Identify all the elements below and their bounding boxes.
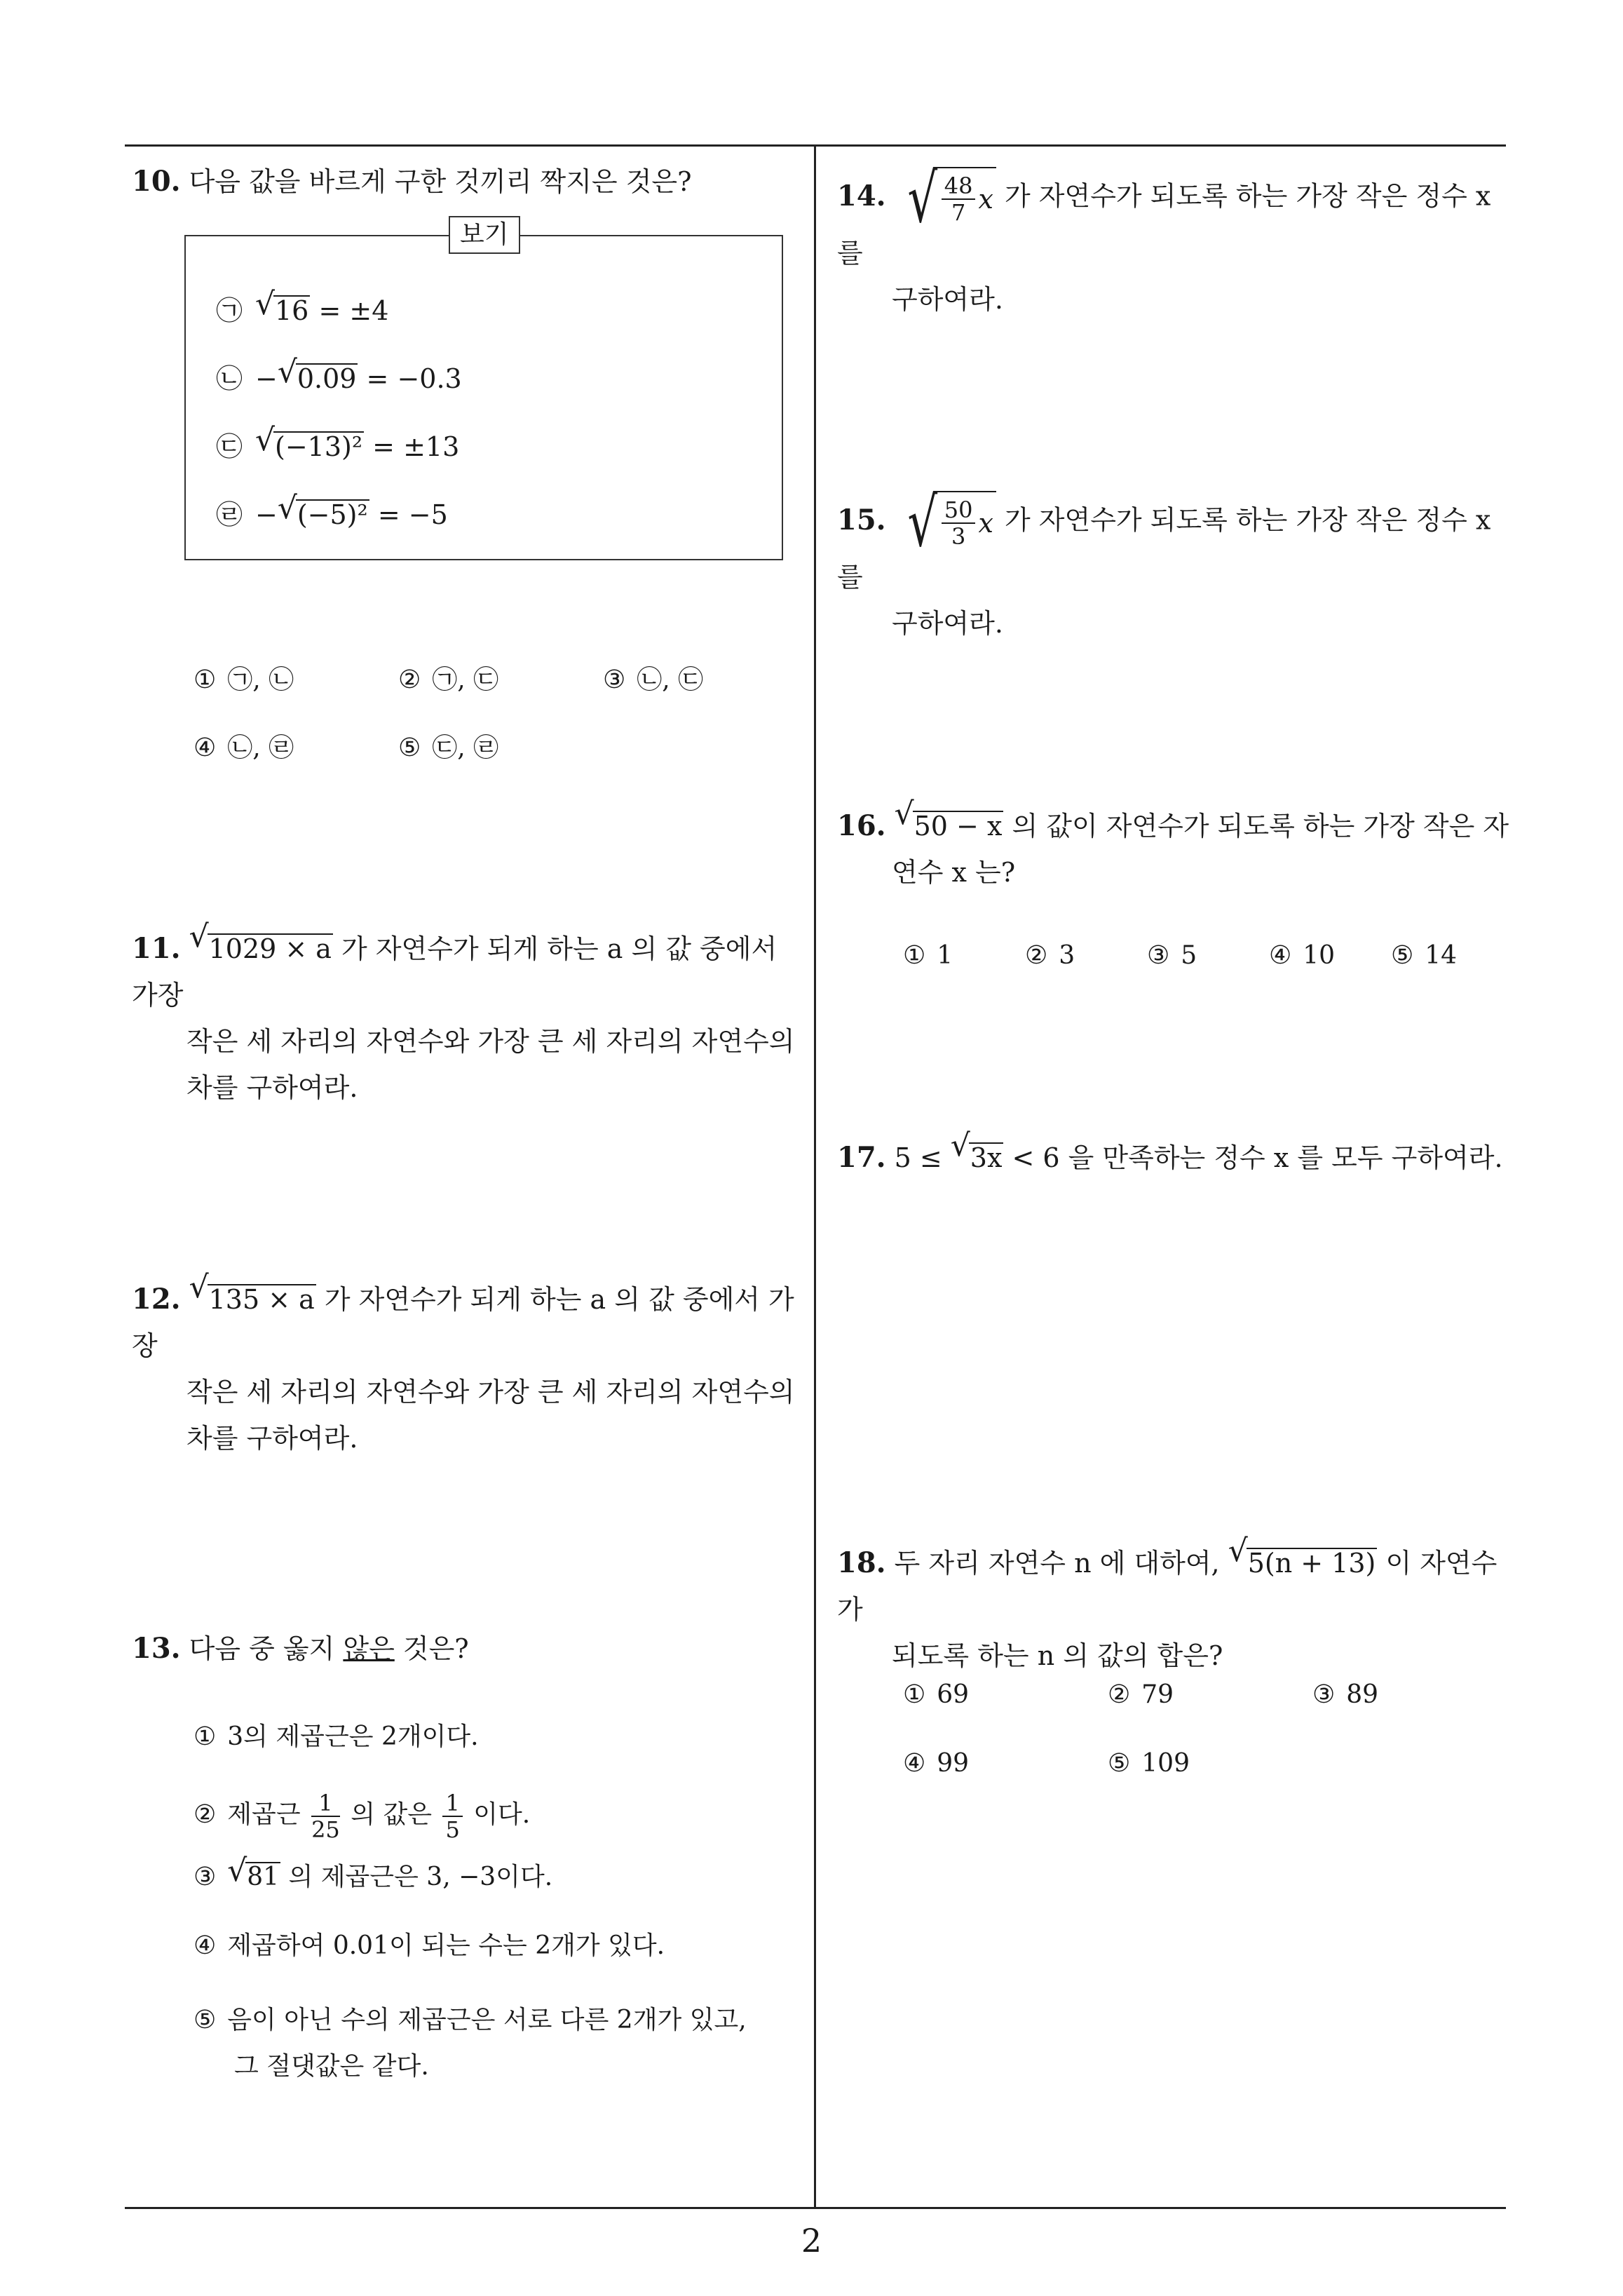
q10-choice-1[interactable]: ① ㉠, ㉡	[193, 666, 294, 694]
problem-11: 11. √ 1029 × a 가 자연수가 되게 하는 a 의 값 중에서 가장 작은 세 자리의 자연수와 가장 큰 세 자리의 자연수의 차를 구하여라.	[132, 919, 795, 1103]
problem-15: 15. √ $\frac{50}{3}$ x 가 자연수가 되도록 하는 가장 작은 정수 x 를 구하여라.	[837, 483, 1491, 639]
sqrt: √ 81	[227, 1853, 280, 1891]
problem-18: 18. 두 자리 자연수 n 에 대하여, √ 5(n + 13) 이 자연수가 되도록 하는 n 의 값의 합은?	[837, 1533, 1498, 1671]
sqrt: √ $\frac{50}{3}$ x	[895, 491, 996, 554]
q10-choice-2[interactable]: ② ㉠, ㉢	[398, 666, 499, 694]
problem-text: 다음 값을 바르게 구한 것끼리 짝지은 것은?	[189, 166, 692, 197]
problem-10	[132, 158, 691, 205]
problem-12: 12. √ 135 × a 가 자연수가 되게 하는 a 의 값 중에서 가장 작은 세 자리의 자연수와 가장 큰 세 자리의 자연수의 차를 구하여라.	[132, 1269, 795, 1454]
bogi-item-2: ㉡ − √ 0.09 = −0.3	[216, 361, 462, 396]
q13-choice-3[interactable]: ③ √ 81 의 제곱근은 3, −3이다.	[193, 1860, 552, 1895]
q18-choice-1[interactable]: ① 69	[903, 1680, 970, 1709]
q16-choice-4[interactable]: ④ 10	[1269, 941, 1336, 970]
sqrt: √ (−13)²	[255, 422, 363, 462]
problem-17: 17. 5 ≤ √ 3x < 6 을 만족하는 정수 x 를 모두 구하여라.	[837, 1135, 1510, 1181]
fraction: $\frac{1}{25}$	[311, 1790, 340, 1843]
sqrt: √ (−5)²	[277, 490, 368, 530]
problem-16: 16. √ 50 − x 의 값이 자연수가 되도록 하는 가장 작은 자 연수 x 는?	[837, 796, 1509, 888]
page-number: 2	[801, 2222, 822, 2260]
problem-13: 13. 다음 중 옳지 않은 것은?	[132, 1632, 469, 1665]
sqrt: √ 135 × a	[189, 1269, 315, 1315]
q18-choice-2[interactable]: ② 79	[1108, 1680, 1174, 1709]
q10-choice-3[interactable]: ③ ㉡, ㉢	[603, 666, 704, 694]
bogi-item-1: ㉠ √ 16 = ±4	[216, 293, 388, 328]
q18-choice-3[interactable]: ③ 89	[1312, 1680, 1379, 1709]
q10-choice-4[interactable]: ④ ㉡, ㉣	[193, 734, 294, 762]
sqrt: √ 1029 × a	[189, 919, 332, 964]
q16-choice-1[interactable]: ① 1	[903, 941, 953, 970]
q13-choice-4[interactable]: ④ 제곱하여 0.01이 되는 수는 2개가 있다.	[193, 1931, 665, 1960]
bogi-item-3: ㉢ √ (−13)² = ±13	[216, 429, 459, 464]
problem-14: 14. √ $\frac{48}{7}$ x 가 자연수가 되도록 하는 가장 작은 정수 x 를 구하여라.	[837, 159, 1491, 315]
q16-choice-2[interactable]: ② 3	[1025, 941, 1075, 970]
q13-choice-5[interactable]: ⑤ 음이 아닌 수의 제곱근은 서로 다른 2개가 있고, 그 절댓값은 같다.	[193, 2006, 747, 2081]
q18-choice-5[interactable]: ⑤ 109	[1108, 1749, 1190, 1778]
problem-number: 10.	[132, 165, 181, 198]
fraction: $\frac{1}{5}$	[442, 1790, 462, 1842]
bogi-label: 보기	[449, 216, 520, 254]
column-divider	[814, 144, 816, 2209]
q18-choice-4[interactable]: ④ 99	[903, 1749, 970, 1778]
bogi-item-4: ㉣ − √ (−5)² = −5	[216, 497, 448, 532]
sqrt: √ 5(n + 13)	[1228, 1533, 1376, 1579]
q13-choice-2[interactable]: ② 제곱근 $\frac{1}{25}$ 의 값은 $\frac{1}{5}$ 이다.	[193, 1790, 531, 1843]
sqrt: √ 3x	[950, 1128, 1003, 1173]
sqrt: √ 50 − x	[894, 796, 1003, 842]
q16-choice-5[interactable]: ⑤ 14	[1391, 941, 1458, 970]
sqrt: √ 16	[255, 286, 309, 326]
q10-choice-5[interactable]: ⑤ ㉢, ㉣	[398, 734, 499, 762]
sqrt: √ 0.09	[277, 354, 357, 394]
sqrt: √ $\frac{48}{7}$ x	[895, 167, 996, 230]
q16-choice-3[interactable]: ③ 5	[1147, 941, 1197, 970]
bottom-rule	[125, 2207, 1506, 2209]
q13-choice-1[interactable]: ① 3의 제곱근은 2개이다.	[193, 1722, 479, 1751]
